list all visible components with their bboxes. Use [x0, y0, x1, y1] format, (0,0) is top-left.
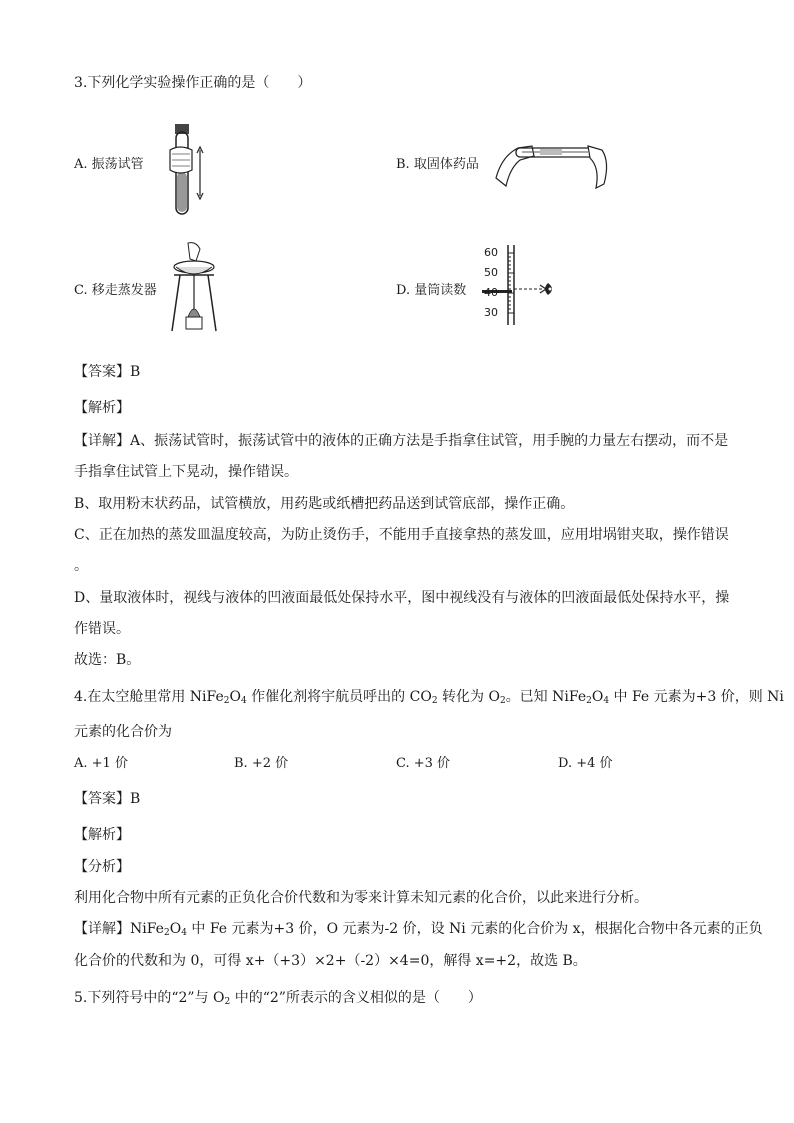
q3-conclusion: 故选：B。: [74, 652, 141, 668]
q4-analysis-label: 【解析】: [74, 827, 130, 843]
q3-option-c-label: C. 移走蒸发器: [74, 283, 157, 298]
answer-label: 【答案】: [74, 364, 130, 380]
q4-detail-line1: 【详解】$NiFe_2O_4$ 中 Fe 元素为+3 价，O 元素为-2 价，设 Ni 元素的化合价为 x，根据化合物中各元素的正负: [74, 921, 763, 938]
cylinder-tick-40: 40: [484, 286, 498, 299]
take-solid-reagent-figure: [492, 138, 612, 194]
shake-test-tube-figure: [160, 122, 215, 220]
q4-answer: [74, 789, 140, 809]
q4-option-b: B. +2 价: [234, 756, 289, 771]
q3-detail-a-line1: 【详解】A、振荡试管时，振荡试管中的液体的正确方法是手指拿住试管，用手腕的力量左右摆动，而不是: [74, 433, 729, 449]
q3-detail-d-line2: 作错误。: [74, 621, 130, 637]
q3-detail-c-line2: 。: [74, 558, 88, 574]
q3-option-d-label: D. 量筒读数: [396, 283, 467, 298]
q4-analysis-sub-label: 【分析】: [74, 859, 130, 875]
answer-value: B: [130, 791, 141, 807]
q4-option-d: D. +4 价: [558, 756, 613, 771]
q4-stem-line1: 4.在太空舱里常用 $NiFe_2O_4$ 作催化剂将宇航员呼出的 $CO_2$ 转化为 $O_2$。已知 $NiFe_2O_4$ 中 Fe 元素为+3 价，则 Ni: [74, 689, 784, 706]
q4-stem-line2: 元素的化合价为: [74, 724, 172, 740]
q4-analysis-text: 利用化合物中所有元素的正负化合价代数和为零来计算未知元素的化合价，以此来进行分析。: [74, 890, 648, 906]
q4-option-a: A. +1 价: [74, 756, 128, 771]
q3-stem: 3.下列化学实验操作正确的是（ ）: [74, 75, 312, 91]
q3-detail-d-line1: D、量取液体时，视线与液体的凹液面最低处保持水平，图中视线没有与液体的凹液面最低处保持水平，操: [74, 590, 730, 606]
q4-detail-line2: 化合价的代数和为 0，可得 x+（+3）×2+（-2）×4=0，解得 x=+2，故选 B。: [74, 953, 587, 969]
q3-detail-a-line2: 手指拿住试管上下晃动，操作错误。: [74, 464, 298, 480]
answer-value: B: [130, 364, 141, 380]
q3-analysis-label: 【解析】: [74, 400, 130, 416]
move-evaporating-dish-figure: [166, 241, 220, 337]
q3-option-a-label: A. 振荡试管: [74, 157, 144, 172]
q4-option-c: C. +3 价: [396, 756, 451, 771]
q5-stem: 5.下列符号中的“2”与 $O_2$ 中的“2”所表示的含义相似的是（ ）: [74, 990, 482, 1007]
q3-detail-b: B、取用粉末状药品，试管横放，用药匙或纸槽把药品送到试管底部，操作正确。: [74, 496, 575, 512]
q3-option-b-label: B. 取固体药品: [396, 157, 479, 172]
q3-answer: [74, 362, 140, 382]
q3-detail-c-line1: C、正在加热的蒸发皿温度较高，为防止烫伤手，不能用手直接拿热的蒸发皿，应用坩埚钳夹取，操作错误: [74, 527, 729, 543]
cylinder-tick-60: 60: [484, 246, 498, 259]
cylinder-tick-30: 30: [484, 306, 498, 319]
cylinder-tick-50: 50: [484, 266, 498, 279]
answer-label: 【答案】: [74, 791, 130, 807]
